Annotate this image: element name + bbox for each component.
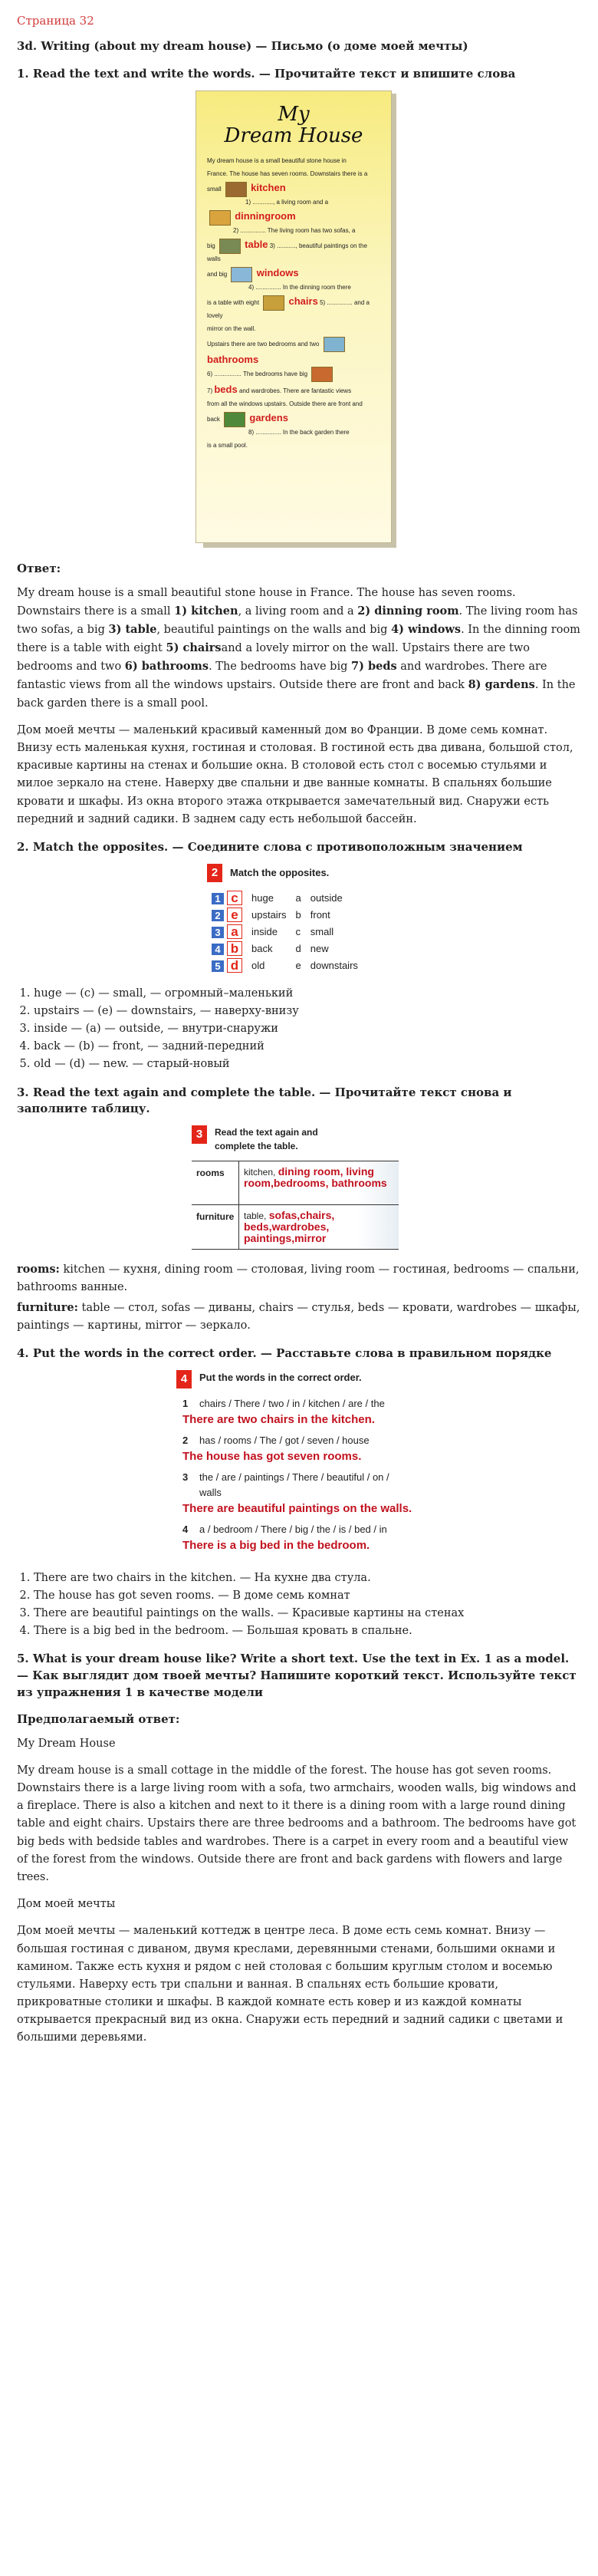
bed-picture: [311, 367, 333, 382]
option-word: outside: [310, 892, 343, 904]
answer-letter: e: [227, 908, 242, 922]
figure-complete-table: [17, 1125, 581, 1250]
exercise-title: Match the opposites.: [230, 867, 330, 879]
task-2-answers: [17, 985, 581, 1074]
furniture-answer: sofas,chairs, beds,wardrobes, paintings,mirror: [244, 1209, 335, 1245]
garden-picture: [224, 412, 245, 427]
table-row: [192, 1161, 399, 1205]
answer-text-fragment: and wardrobes. There are fantastic views from all the windows upstairs. Outside there are front and back: [17, 660, 547, 692]
answer-text-fragment: My dream house is a small beautiful stone house in France. The house has seven rooms. Downstairs there is a small: [17, 586, 516, 618]
row-number: 5: [212, 960, 224, 972]
row-label-rooms: rooms: [192, 1161, 239, 1204]
word: huge: [251, 892, 274, 904]
answer-letter: d: [227, 958, 242, 973]
essay-text-en: My dream house is a small cottage in the middle of the forest. The house has got seven rooms. Downstairs there is a large living room with a sofa, two armchairs, wooden walls, big windows and a fireplace. There is also a kitchen and next to it there is a dining room with a large round dining table and eight chairs. Upstairs there are three bedrooms and a bathroom. The bedrooms have got big beds with bedside tables and wardrobes. There is a carpet in every room and a beautiful view of the forest from the windows. Outside there are front and back gardens with flowers and large trees.: [17, 1764, 577, 1883]
exercise-title: Read the text again and complete the table.: [215, 1127, 318, 1152]
given-word: table,: [244, 1211, 267, 1222]
figure-text-line: big table 3) ..........., beautiful paintings on the walls: [207, 238, 367, 262]
furniture-translation: furniture: table — стол, sofas — диваны, chairs — стулья, beds — кровати, wardrobes — шкафы, paintings — картины, mirror — зеркало.: [17, 1300, 580, 1332]
table-row: [207, 957, 363, 974]
option-letter: e: [295, 960, 301, 972]
item-number: 3: [182, 1471, 189, 1483]
figure-text-line: mirror on the wall.: [207, 324, 256, 332]
answer-word-6: bathrooms: [207, 353, 259, 365]
answer-text-fragment: . In the back garden there is a small pool.: [17, 679, 576, 710]
table-row: [207, 940, 363, 957]
table-row: [207, 890, 363, 907]
list-item: 2. The house has got seven rooms. — В доме семь комнат: [34, 1587, 581, 1605]
figure-text-line: 7) beds and wardrobes. There are fantastic views: [207, 383, 352, 395]
list-item: [176, 1396, 422, 1427]
list-item: 2. upstairs — (e) — downstairs, — наверху-внизу: [34, 1003, 581, 1020]
answer-word: 3) table: [108, 622, 157, 636]
row-number: 4: [212, 944, 224, 955]
figure-text-line: small kitchen 1) ............, a living room and a: [207, 181, 329, 206]
answer-word-8: gardens: [249, 411, 288, 423]
sentence-answer: The house has got seven rooms.: [182, 1449, 362, 1463]
suggested-answer-label: Предполагаемый ответ:: [17, 1711, 180, 1726]
answer-word: 2) dinning room: [357, 604, 459, 618]
list-item: 3. There are beautiful paintings on the walls. — Красивые картины на стенах: [34, 1605, 581, 1622]
essay-title-en: My Dream House: [17, 1737, 116, 1750]
word: old: [251, 960, 265, 972]
option-letter: a: [295, 892, 301, 904]
word: inside: [251, 926, 278, 938]
figure-dream-house: [17, 91, 581, 551]
figure-text-line: back gardens 8) ............... In the back garden there: [207, 411, 350, 436]
scrambled-words: has / rooms / The / got / seven / house: [199, 1434, 370, 1446]
option-letter: b: [295, 909, 301, 921]
table-picture: [219, 239, 241, 254]
exercise-title: Put the words in the correct order.: [199, 1371, 362, 1383]
answer-letter: a: [227, 924, 242, 939]
item-number: 1: [182, 1397, 189, 1409]
window-picture: [231, 267, 252, 282]
chair-picture: [263, 295, 284, 311]
figure-match-opposites: [17, 864, 581, 974]
list-item: 1. There are two chairs in the kitchen. — На кухне два стула.: [34, 1570, 581, 1587]
opposites-table: [207, 890, 363, 974]
figure-text-line: France. The house has seven rooms. Downstairs there is a: [207, 170, 368, 177]
table-row: [207, 907, 363, 924]
scrambled-words: a / bedroom / There / big / the / is / bed / in: [199, 1523, 387, 1535]
option-word: new: [310, 943, 329, 955]
dream-house-page-image: [196, 91, 402, 551]
word: upstairs: [251, 909, 287, 921]
answer-text-en: [17, 585, 581, 713]
sentence-answer: There is a big bed in the bedroom.: [182, 1538, 370, 1552]
row-label-furniture: furniture: [192, 1205, 239, 1249]
essay-text-ru: Дом моей мечты — маленький коттедж в центре леса. В доме есть семь комнат. Внизу — большая гостиная с диваном, двумя креслами, деревянными стенами, большими окнами и камином. Также есть кухня и рядом с ней столовая с большим круглым столом и восемью стульями. Наверху есть три спальни и ванная. В спальнях есть большие кровати, прикроватные столики и шкафы. В каждой комнате есть ковер и из каждой комнаты открывается прекрасный вид из окна. Снаружи есть передний и задний садики с цветами и большими деревьями.: [17, 1925, 564, 2044]
exercise-number-badge: 2: [207, 864, 222, 882]
option-letter: c: [295, 926, 301, 938]
scrambled-words: the / are / paintings / There / beautiful / on / walls: [199, 1471, 389, 1498]
answer-word-7: beds: [214, 383, 238, 395]
sentence-answer: There are two chairs in the kitchen.: [182, 1412, 375, 1426]
answer-word: 8) gardens: [468, 678, 535, 692]
list-item: 5. old — (d) — new. — старый-новый: [34, 1056, 581, 1073]
figure-word-order: [17, 1370, 581, 1559]
task-2-heading: 2. Match the opposites. — Соедините слова с противоположным значением: [17, 839, 523, 854]
section-heading-writing: 3d. Writing (about my dream house) — Письмо (о доме моей мечты): [17, 39, 468, 53]
rooms-translation: rooms: kitchen — кухня, dining room — столовая, living room — гостиная, bedrooms — спальни, bathrooms ванные.: [17, 1263, 580, 1294]
answer-text-fragment: . The living room has two sofas, a big: [17, 604, 578, 636]
item-number: 2: [182, 1434, 189, 1446]
figure-text-line: My dream house is a small beautiful stone house in: [207, 156, 347, 164]
task-4-heading: 4. Put the words in the correct order. — Расставьте слова в правильном порядке: [17, 1346, 552, 1360]
answer-text-fragment: , a living room and a: [238, 604, 358, 618]
answer-word-3: table: [245, 238, 268, 250]
word: back: [251, 943, 273, 955]
exercise-number-badge: 4: [176, 1370, 192, 1388]
list-item: [176, 1433, 422, 1464]
answer-word: 1) kitchen: [174, 604, 238, 618]
row-number: 3: [212, 927, 224, 938]
row-number: 1: [212, 893, 224, 904]
answer-text-fragment: and a lovely mirror on the wall. Upstairs there are two bedrooms and two: [17, 642, 531, 674]
rooms-furniture-table: [192, 1161, 399, 1250]
rooms-answer: dining room, living room,bedrooms, bathrooms: [244, 1165, 387, 1190]
answer-word-4: windows: [256, 266, 299, 278]
task-5-heading: 5. What is your dream house like? Write a short text. Use the text in Ex. 1 as a model. — Как выглядит дом твоей мечты? Напишите короткий текст. Используйте текст из упражнения 1 в качестве модели: [17, 1652, 577, 1699]
list-item: 3. inside — (a) — outside, — внутри-снаружи: [34, 1020, 581, 1038]
table-row: [192, 1205, 399, 1250]
answer-letter: c: [227, 891, 242, 905]
answer-word: 5) chairs: [166, 641, 222, 655]
essay-title-ru: Дом моей мечты: [17, 1898, 116, 1911]
figure-text-line: Upstairs there are two bedrooms and two: [207, 337, 380, 352]
figure-text-line: and big windows 4) ............... In the dinning room there: [207, 266, 351, 291]
answer-text-fragment: , beautiful paintings on the walls and big: [156, 623, 392, 636]
answer-word-5: chairs: [288, 295, 318, 307]
item-number: 4: [182, 1523, 189, 1535]
dining-room-picture: [209, 210, 231, 226]
given-word: kitchen,: [244, 1167, 276, 1178]
answer-text-fragment: . The bedrooms have big: [209, 660, 351, 674]
figure-text-line: is a table with eight chairs 5) ............... and a lovely: [207, 295, 370, 319]
page-label: Страница 32: [17, 14, 94, 28]
sentence-answer: There are beautiful paintings on the walls.: [182, 1501, 412, 1515]
figure-text-line: bathrooms 6) ................ The bedrooms have big: [207, 354, 380, 382]
kitchen-picture: [225, 182, 247, 197]
answer-label: Ответ:: [17, 561, 61, 575]
task-4-answers: [17, 1570, 581, 1641]
list-item: [176, 1470, 422, 1516]
task-1-heading: 1. Read the text and write the words. — Прочитайте текст и впишите слова: [17, 66, 516, 81]
option-word: small: [310, 926, 334, 938]
answer-text-fragment: . In the dinning room there is a table with eight: [17, 623, 580, 655]
answer-word: 6) bathrooms: [124, 660, 209, 674]
table-row: [207, 924, 363, 940]
option-word: downstairs: [310, 960, 358, 972]
list-item: 4. back — (b) — front, — задний-передний: [34, 1038, 581, 1056]
figure-text-line: dinningroom 2) ............... The living room has two sofas, a: [207, 210, 380, 236]
list-item: 4. There is a big bed in the bedroom. — Большая кровать в спальне.: [34, 1622, 581, 1640]
option-letter: d: [295, 943, 301, 955]
exercise-number-badge: 3: [192, 1125, 207, 1144]
figure-title: My Dream House: [224, 102, 363, 147]
task-3-heading: 3. Read the text again and complete the table. — Прочитайте текст снова и заполните таблицу.: [17, 1085, 512, 1116]
answer-word-2: dinningroom: [235, 209, 296, 222]
bathroom-picture: [324, 337, 345, 352]
row-number: 2: [212, 910, 224, 921]
figure-text-line: is a small pool.: [207, 441, 248, 449]
list-item: 1. huge — (c) — small, — огромный–маленький: [34, 985, 581, 1003]
answer-word: 4) windows: [391, 622, 462, 636]
answer-letter: b: [227, 941, 242, 956]
answer-word-1: kitchen: [251, 181, 286, 193]
list-item: [176, 1522, 422, 1553]
option-word: front: [310, 909, 330, 921]
scrambled-words: chairs / There / two / in / kitchen / are / the: [199, 1397, 385, 1409]
answer-word: 7) beds: [351, 660, 397, 674]
figure-text-line: from all the windows upstairs. Outside there are front and: [207, 400, 363, 407]
answer-text-ru: Дом моей мечты — маленький красивый каменный дом во Франции. В доме семь комнат. Внизу есть маленькая кухня, гостиная и столовая. В гостиной есть два дивана, большой стол, красивые картины на стенах и большие окна. В столовой есть стол с восемью стульями и милое зеркало на стене. Наверху две спальни и две ванные комнаты. В спальнях большие кровати и шкафы. Из окна второго этажа открывается замечательный вид. Снаружи есть передний и задний садики. В заднем саду есть небольшой бассейн.: [17, 723, 573, 825]
